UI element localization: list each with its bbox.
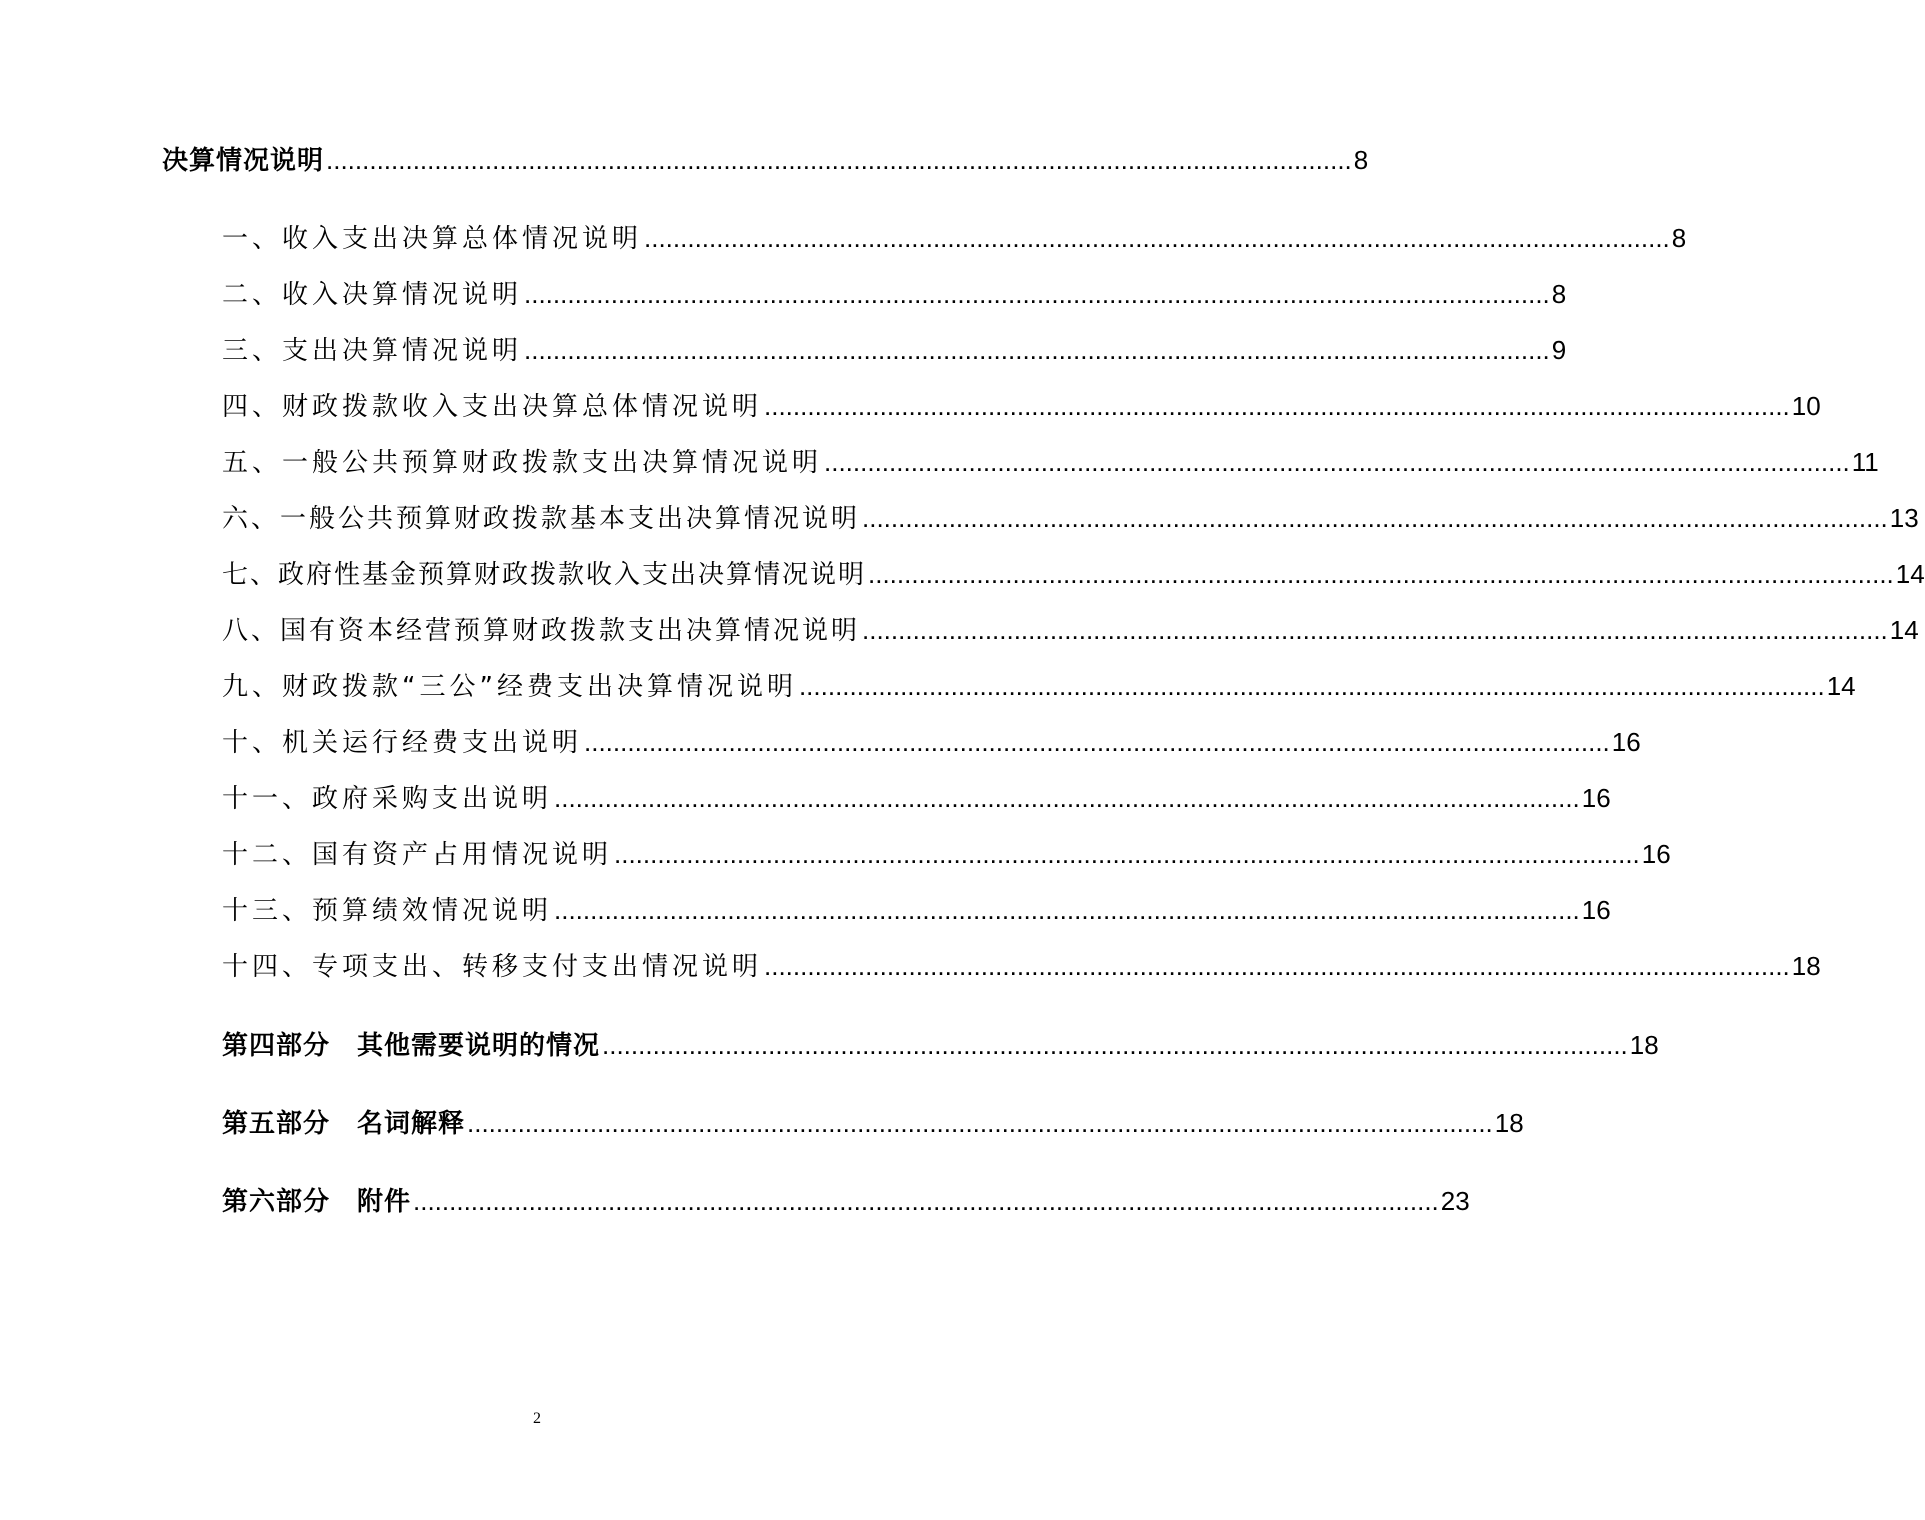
toc-entry[interactable] <box>222 556 1925 593</box>
toc-part-entry[interactable] <box>222 1183 1470 1220</box>
toc-entry-label: 二、收入决算情况说明 <box>222 280 523 310</box>
toc-entry-page: 23 <box>1440 1186 1470 1216</box>
toc-dot-leader: .............................................................................................................................................. <box>602 1030 1628 1060</box>
toc-part-entry[interactable] <box>222 1105 1524 1142</box>
toc-entry-page: 16 <box>1581 895 1611 925</box>
toc-entry[interactable] <box>222 388 1821 425</box>
toc-dot-leader: .............................................................................................................................................. <box>868 559 1894 589</box>
toc-entry-label: 四、财政拨款收入支出决算总体情况说明 <box>222 392 763 422</box>
toc-dot-leader: .............................................................................................................................................. <box>824 447 1850 477</box>
toc-dot-leader: .............................................................................................................................................. <box>554 895 1580 925</box>
toc-entry-page: 8 <box>1353 145 1369 175</box>
toc-entry-page: 11 <box>1851 447 1879 477</box>
toc-entry-label: 决算情况说明 <box>162 146 325 176</box>
toc-entry-label: 七、政府性基金预算财政拨款收入支出决算情况说明 <box>222 560 867 590</box>
toc-entry-label: 十三、预算绩效情况说明 <box>222 896 553 926</box>
toc-entry-page: 9 <box>1551 335 1567 365</box>
toc-part-entry[interactable] <box>222 1027 1659 1064</box>
toc-entry-page: 10 <box>1791 391 1821 421</box>
toc-entry[interactable] <box>222 668 1856 705</box>
toc-entry[interactable] <box>222 948 1821 985</box>
toc-dot-leader: .............................................................................................................................................. <box>764 951 1790 981</box>
toc-entry-page: 13 <box>1889 503 1919 533</box>
toc-entry-label: 三、支出决算情况说明 <box>222 336 523 366</box>
toc-dot-leader: .............................................................................................................................................. <box>764 391 1790 421</box>
toc-entry-label: 八、国有资本经营预算财政拨款支出决算情况说明 <box>222 616 861 646</box>
toc-entry-label: 十、机关运行经费支出说明 <box>222 728 583 758</box>
toc-dot-leader: .............................................................................................................................................. <box>554 783 1580 813</box>
toc-entry[interactable] <box>222 500 1919 537</box>
toc-dot-leader: .............................................................................................................................................. <box>862 615 1888 645</box>
toc-heading-entry[interactable] <box>162 142 1369 179</box>
toc-entry-label: 一、收入支出决算总体情况说明 <box>222 224 643 254</box>
toc-dot-leader: .............................................................................................................................................. <box>413 1186 1439 1216</box>
toc-entry[interactable] <box>222 836 1671 873</box>
toc-entry-page: 14 <box>1895 559 1925 589</box>
toc-entry-page: 14 <box>1889 615 1919 645</box>
toc-entry-page: 16 <box>1611 727 1641 757</box>
toc-entry-label: 第五部分 名词解释 <box>222 1109 466 1139</box>
toc-entry-label: 五、一般公共预算财政拨款支出决算情况说明 <box>222 448 823 478</box>
toc-dot-leader: .............................................................................................................................................. <box>584 727 1610 757</box>
toc-entry-page: 16 <box>1641 839 1671 869</box>
toc-entry-page: 8 <box>1671 223 1687 253</box>
toc-entry[interactable] <box>222 444 1879 481</box>
toc-entry[interactable] <box>222 780 1611 817</box>
toc-entry[interactable] <box>222 612 1919 649</box>
toc-entry-label: 十四、专项支出、转移支付支出情况说明 <box>222 952 763 982</box>
toc-entry[interactable] <box>222 892 1611 929</box>
page-number: 2 <box>533 1410 541 1427</box>
toc-entry-page: 18 <box>1791 951 1821 981</box>
toc-dot-leader: .............................................................................................................................................. <box>798 671 1825 701</box>
toc-entry-page: 16 <box>1581 783 1611 813</box>
toc-dot-leader: .............................................................................................................................................. <box>326 145 1352 175</box>
toc-entry-label: 第六部分 附件 <box>222 1187 412 1217</box>
toc-entry[interactable] <box>222 332 1567 369</box>
toc-entry-page: 14 <box>1826 671 1856 701</box>
toc-dot-leader: .............................................................................................................................................. <box>524 335 1550 365</box>
toc-entry-label: 六、一般公共预算财政拨款基本支出决算情况说明 <box>222 504 861 534</box>
toc-dot-leader: .............................................................................................................................................. <box>524 279 1550 309</box>
toc-entry-label: 十二、国有资产占用情况说明 <box>222 840 613 870</box>
toc-entry-label: 九、财政拨款“三公”经费支出决算情况说明 <box>222 672 797 702</box>
toc-entry-label: 十一、政府采购支出说明 <box>222 784 553 814</box>
toc-entry-page: 18 <box>1629 1030 1659 1060</box>
toc-entry-page: 18 <box>1494 1108 1524 1138</box>
toc-entry[interactable] <box>222 220 1687 257</box>
toc-entry[interactable] <box>222 724 1641 761</box>
toc-entry-label: 第四部分 其他需要说明的情况 <box>222 1031 601 1061</box>
toc-dot-leader: .............................................................................................................................................. <box>862 503 1888 533</box>
toc-entry[interactable] <box>222 276 1567 313</box>
toc-dot-leader: .............................................................................................................................................. <box>467 1108 1493 1138</box>
toc-dot-leader: .............................................................................................................................................. <box>614 839 1640 869</box>
toc-entry-page: 8 <box>1551 279 1567 309</box>
toc-dot-leader: .............................................................................................................................................. <box>644 223 1670 253</box>
